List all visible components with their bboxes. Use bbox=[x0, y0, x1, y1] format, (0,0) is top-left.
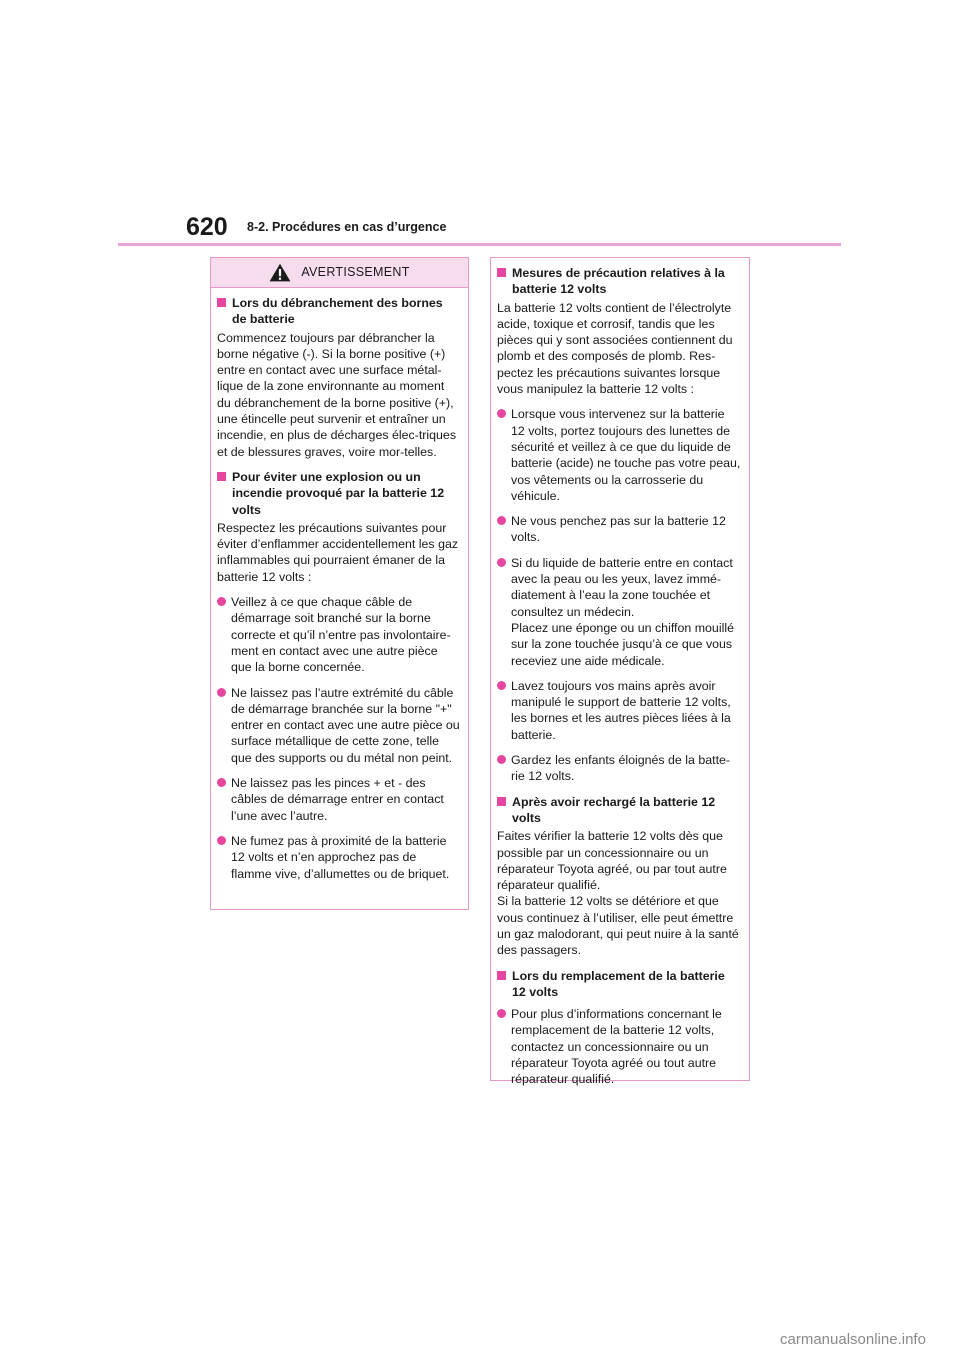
warning-title: AVERTISSEMENT bbox=[301, 265, 410, 280]
watermark: carmanualsonline.info bbox=[780, 1331, 926, 1348]
header-rule bbox=[118, 243, 841, 246]
list-item: Ne laissez pas l’autre extrémité du câble de démarrage branchée sur la borne "+" entrer en contact avec une autre pièce ou surface métallique de cette zone, telle que des supports ou du métal non peint. bbox=[217, 685, 460, 766]
section-heading: Mesures de précaution relatives à la batterie 12 volts bbox=[497, 265, 741, 298]
list-item: Pour plus d’informations concernant le remplacement de la batterie 12 volts, contactez un concessionnaire ou un réparateur Toyota agréé ou tout autre réparateur qualifié. bbox=[497, 1006, 741, 1087]
round-bullet-icon bbox=[217, 597, 226, 606]
section-heading: Lors du remplacement de la batterie 12 volts bbox=[497, 968, 741, 1001]
list-item: Lorsque vous intervenez sur la batterie 12 volts, portez toujours des lunettes de sécurité et veillez à ce que du liquide de batterie (acide) ne touche pas votre peau, vos vêtements ou la carrosserie du véhicule. bbox=[497, 406, 741, 504]
warning-content bbox=[211, 288, 468, 882]
square-bullet-icon bbox=[497, 268, 506, 277]
list-item: Gardez les enfants éloignés de la batte-rie 12 volts. bbox=[497, 752, 741, 785]
section-paragraph: Faites vérifier la batterie 12 volts dès que possible par un concessionnaire ou un réparateur Toyota agréé, ou par tout autre réparateur qualifié. Si la batterie 12 volts se détériore et que vous continuez à l’utiliser, elle peut émettre un gaz malodorant, qui peut nuire à la santé des passagers. bbox=[497, 829, 739, 958]
section-paragraph: La batterie 12 volts contient de l’électrolyte acide, toxique et corrosif, tandis que les pièces qui y sont associées contiennent du plomb et des composés de plomb. Res-pectez les précautions suivantes lorsque vous manipulez la batterie 12 volts : bbox=[497, 300, 733, 397]
round-bullet-icon bbox=[217, 778, 226, 787]
list-item: Ne laissez pas les pinces + et - des câbles de démarrage entrer en contact l’une avec l’autre. bbox=[217, 775, 460, 824]
round-bullet-icon bbox=[497, 558, 506, 567]
round-bullet-icon bbox=[217, 836, 226, 845]
square-bullet-icon bbox=[497, 971, 506, 980]
warning-box bbox=[210, 257, 469, 910]
list-item: Veillez à ce que chaque câble de démarrage soit branché sur la borne correcte et qu’il n’entre pas involontaire-ment en contact avec une autre pièce que la borne concernée. bbox=[217, 594, 460, 675]
list-item: Si du liquide de batterie entre en contact avec la peau ou les yeux, lavez immé-diatement à l’eau la zone touchée et consultez un médecin. Placez une éponge ou un chiffon mouillé sur la zone touchée jusqu’à ce que vous receviez une aide médicale. bbox=[497, 555, 741, 669]
round-bullet-icon bbox=[497, 409, 506, 418]
section-heading: Lors du débranchement des bornes de batterie bbox=[217, 295, 460, 328]
list-item: Ne fumez pas à proximité de la batterie 12 volts et n’en approchez pas de flamme vive, d’allumettes ou de briquet. bbox=[217, 833, 460, 882]
round-bullet-icon bbox=[217, 688, 226, 697]
warning-header bbox=[211, 258, 468, 288]
square-bullet-icon bbox=[497, 797, 506, 806]
section-paragraph: Respectez les précautions suivantes pour éviter d’enflammer accidentellement les gaz inflammables qui pourraient émaner de la batterie 12 volts : bbox=[217, 520, 459, 584]
warning-triangle-icon bbox=[269, 263, 291, 282]
round-bullet-icon bbox=[497, 1009, 506, 1018]
list-item: Ne vous penchez pas sur la batterie 12 volts. bbox=[497, 513, 741, 546]
round-bullet-icon bbox=[497, 516, 506, 525]
square-bullet-icon bbox=[217, 298, 226, 307]
square-bullet-icon bbox=[217, 472, 226, 481]
notes-box bbox=[490, 257, 750, 1087]
list-item: Lavez toujours vos mains après avoir manipulé le support de batterie 12 volts, les bornes et les autres pièces liées à la batterie. bbox=[497, 678, 741, 743]
section-title: 8-2. Procédures en cas d’urgence bbox=[247, 220, 447, 234]
section-heading: Pour éviter une explosion ou un incendie provoqué par la batterie 12 volts bbox=[217, 469, 460, 518]
round-bullet-icon bbox=[497, 681, 506, 690]
section-paragraph: Commencez toujours par débrancher la borne négative (-). Si la borne positive (+) entre en contact avec une surface métal-lique de la zone environnante au moment du débranchement de la borne positive (+), une étincelle peut survenir et entraîner un incendie, en plus de décharges élec-triques et de blessures graves, voire mor-telles. bbox=[217, 330, 457, 459]
section-heading: Après avoir rechargé la batterie 12 volts bbox=[497, 794, 741, 827]
round-bullet-icon bbox=[497, 755, 506, 764]
page-number: 620 bbox=[186, 213, 228, 241]
